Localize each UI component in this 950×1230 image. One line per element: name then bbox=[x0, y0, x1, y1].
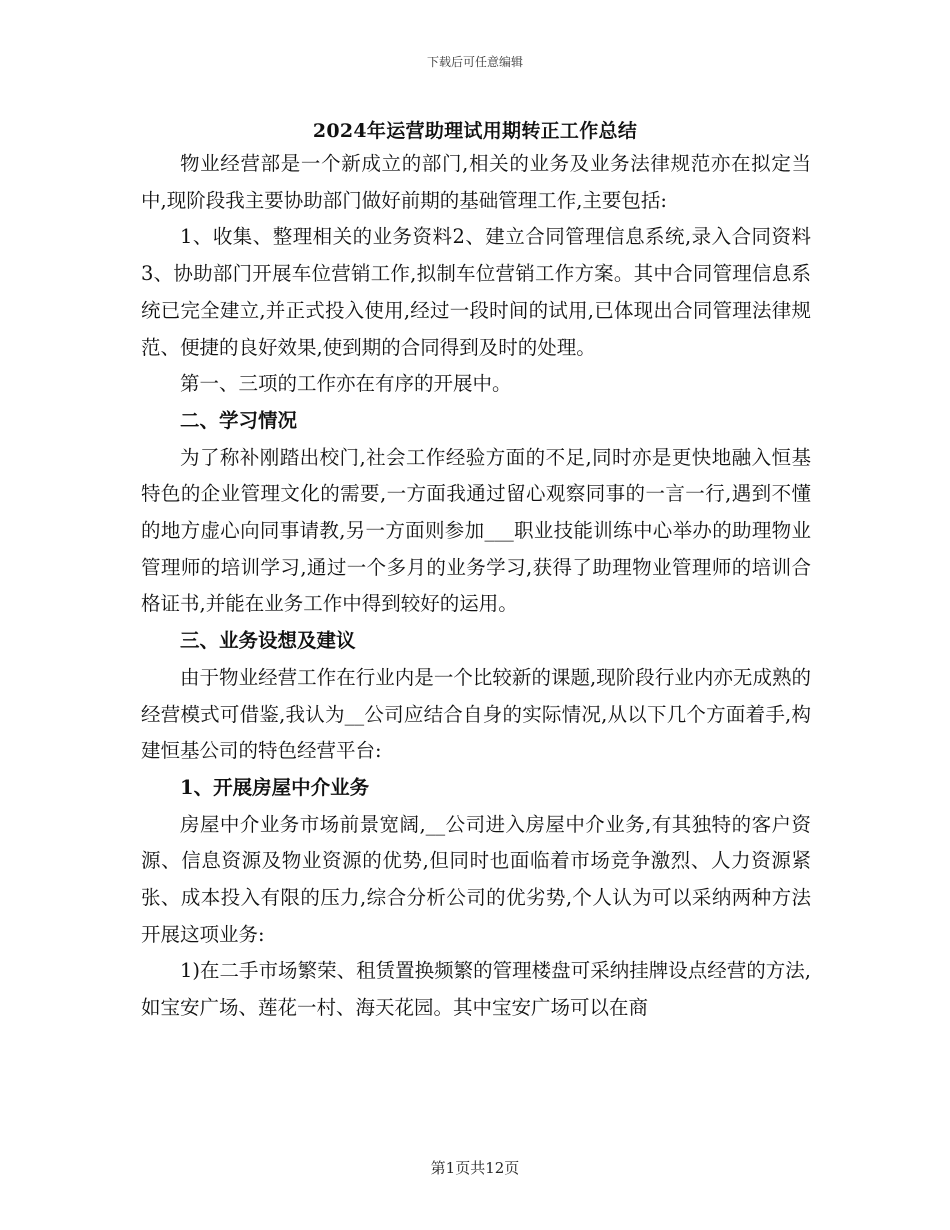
document-title: 2024年运营助理试用期转正工作总结 bbox=[312, 120, 638, 142]
paragraph: 房屋中介业务市场前景宽阔,__公司进入房屋中介业务,有其独特的客户资源、信息资源及物业资源的优势,但同时也面临着市场竞争激烈、人力资源紧张、成本投入有限的压力,综合分析公司的优劣势,个人认为可以采纳两种方法开展这项业务: bbox=[141, 812, 811, 946]
paragraph: 1、收集、整理相关的业务资料2、建立合同管理信息系统,录入合同资料3、协助部门开展车位营销工作,拟制车位营销工作方案。其中合同管理信息系统已完全建立,并正式投入使用,经过一段时间的试用,已体现出合同管理法律规范、便捷的良好效果,使到期的合同得到及时的处理。 bbox=[141, 225, 811, 359]
page-footer-page-number: 第1页共12页 bbox=[430, 1159, 520, 1177]
document-body bbox=[141, 146, 811, 1027]
section-heading-business-ideas: 三、业务设想及建议 bbox=[180, 629, 356, 653]
paragraph: 第一、三项的工作亦在有序的开展中。 bbox=[180, 372, 512, 396]
page-header-note: 下载后可任意编辑 bbox=[426, 55, 523, 69]
subsection-heading-agency: 1、开展房屋中介业务 bbox=[180, 775, 370, 799]
paragraph: 为了称补刚踏出校门,社会工作经验方面的不足,同时亦是更快地融入恒基特色的企业管理文化的需要,一方面我通过留心观察同事的一言一行,遇到不懂的地方虚心向同事请教,另一方面则参加___职业技能训练中心举办的助理物业管理师的培训学习,通过一个多月的业务学习,获得了助理物业管理师的培训合格证书,并能在业务工作中得到较好的运用。 bbox=[141, 445, 811, 616]
section-heading-study: 二、学习情况 bbox=[180, 408, 298, 432]
paragraph: 物业经营部是一个新成立的部门,相关的业务及业务法律规范亦在拟定当中,现阶段我主要协助部门做好前期的基础管理工作,主要包括: bbox=[141, 152, 811, 212]
paragraph: 1)在二手市场繁荣、租赁置换频繁的管理楼盘可采纳挂牌设点经营的方法,如宝安广场、莲花一村、海天花园。其中宝安广场可以在商 bbox=[141, 959, 811, 1020]
paragraph: 由于物业经营工作在行业内是一个比较新的课题,现阶段行业内亦无成熟的经营模式可借鉴,我认为__公司应结合自身的实际情况,从以下几个方面着手,构建恒基公司的特色经营平台: bbox=[141, 665, 811, 763]
